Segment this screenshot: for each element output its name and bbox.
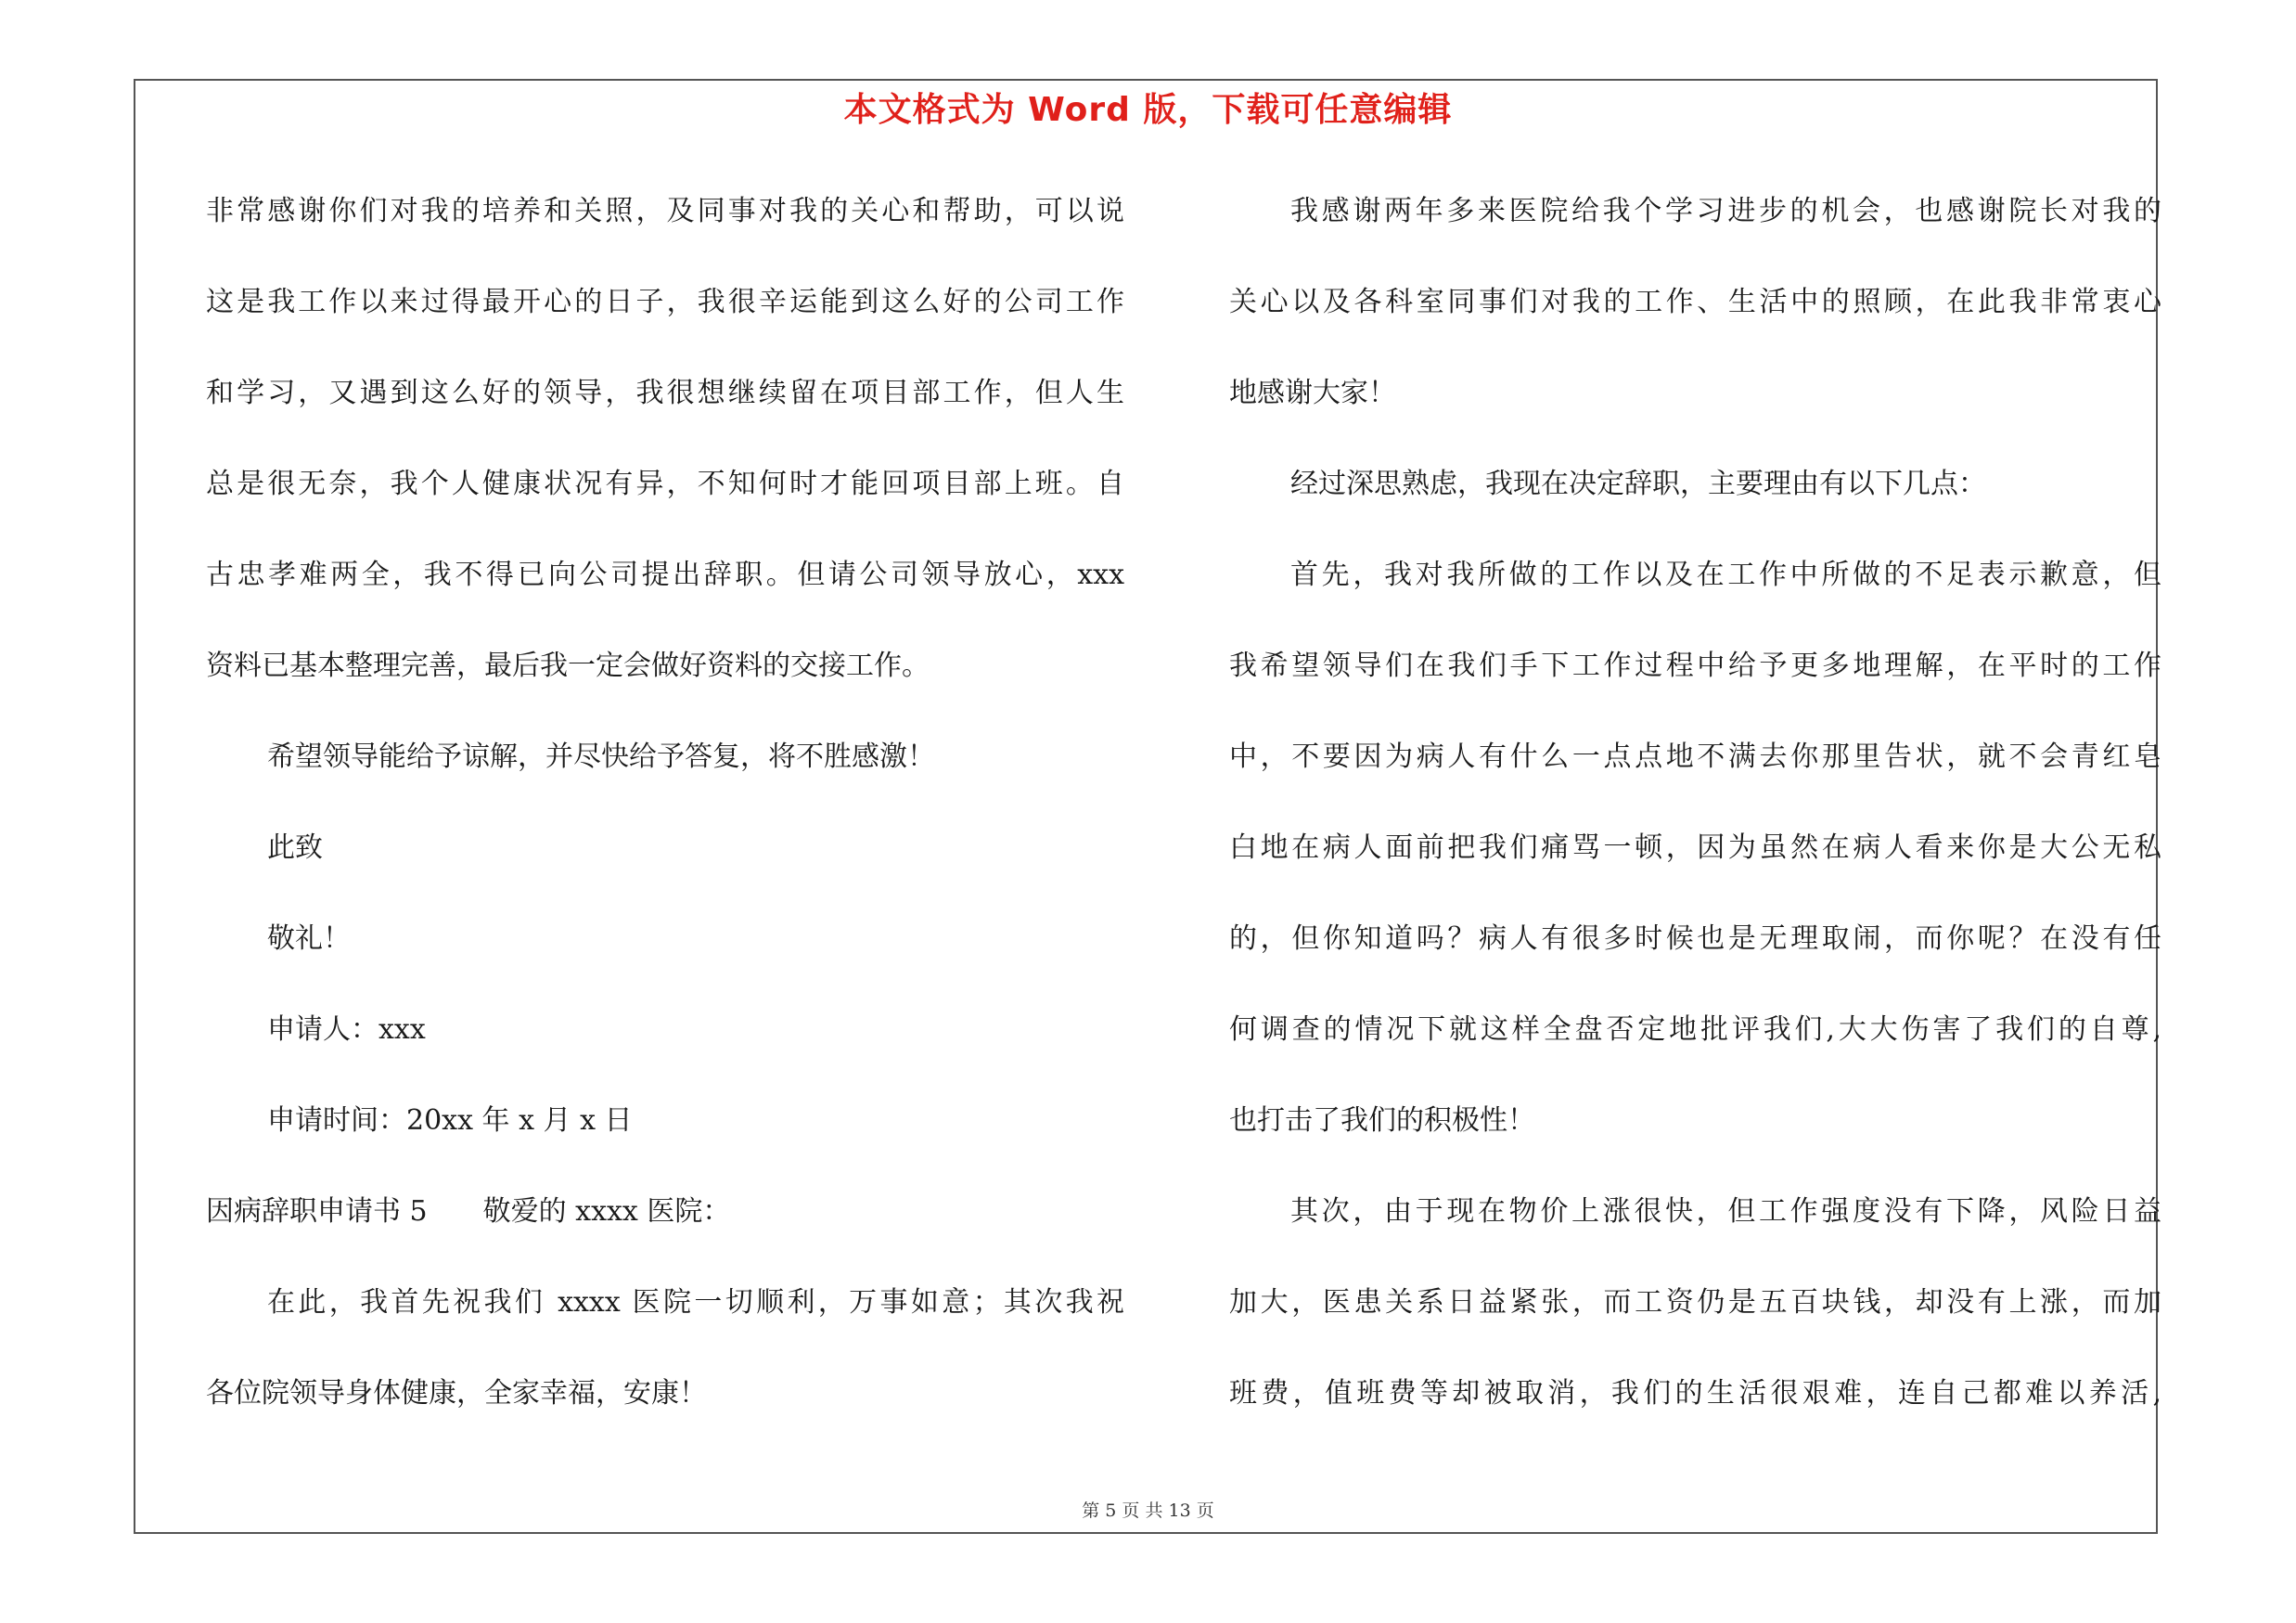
text-line: 白地在病人面前把我们痛骂一顿，因为虽然在病人看来你是大公无私 (1229, 831, 2161, 864)
text-line: 的，但你知道吗？病人有很多时候也是无理取闹，而你呢？在没有任 (1229, 922, 2161, 955)
text-line: 班费，值班费等却被取消，我们的生活很艰难，连自己都难以养活, (1229, 1377, 2161, 1410)
text-line: 这是我工作以来过得最开心的日子，我很辛运能到这么好的公司工作 (206, 286, 1124, 318)
text-line: 我希望领导们在我们手下工作过程中给予更多地理解，在平时的工作 (1229, 650, 2161, 682)
salutation-line: 此致 (267, 831, 323, 864)
text-line: 古忠孝难两全，我不得已向公司提出辞职。但请公司领导放心，xxx (206, 559, 1124, 591)
text-line: 总是很无奈，我个人健康状况有异，不知何时才能回项目部上班。自 (206, 468, 1124, 500)
text-line: 中，不要因为病人有什么一点点地不满去你那里告状，就不会青红皂 (1229, 741, 2161, 773)
right-column (1229, 184, 2161, 1457)
text-line: 和学习，又遇到这么好的领导，我很想继续留在项目部工作，但人生 (206, 377, 1124, 409)
page-number-footer: 第 5 页 共 13 页 (1082, 1501, 1214, 1521)
regards-line: 敬礼！ (267, 922, 351, 955)
applicant-line: 申请人：xxx (267, 1013, 426, 1046)
text-line: 首先，我对我所做的工作以及在工作中所做的不足表示歉意，但 (1290, 559, 2161, 591)
left-column (206, 184, 1124, 1457)
text-line: 非常感谢你们对我的培养和关照，及同事对我的关心和帮助，可以说 (206, 195, 1124, 227)
text-line: 各位院领导身体健康，全家幸福，安康！ (206, 1377, 707, 1410)
text-line: 我感谢两年多来医院给我个学习进步的机会，也感谢院长对我的 (1290, 195, 2161, 227)
text-line: 资料已基本整理完善，最后我一定会做好资料的交接工作。 (206, 650, 930, 682)
text-line: 在此，我首先祝我们 xxxx 医院一切顺利，万事如意；其次我祝 (267, 1286, 1124, 1319)
text-line: 加大，医患关系日益紧张，而工资仍是五百块钱，却没有上涨，而加 (1229, 1286, 2161, 1319)
text-line: 关心以及各科室同事们对我的工作、生活中的照顾，在此我非常衷心 (1229, 286, 2161, 318)
text-line: 也打击了我们的积极性！ (1229, 1104, 1535, 1137)
text-line: 经过深思熟虑，我现在决定辞职，主要理由有以下几点： (1290, 468, 1986, 500)
text-line: 何调查的情况下就这样全盘否定地批评我们,大大伤害了我们的自尊, (1229, 1013, 2161, 1046)
section-heading-line: 因病辞职申请书 5 敬爱的 xxxx 医院： (206, 1195, 731, 1228)
application-date-line: 申请时间：20xx 年 x 月 x 日 (267, 1104, 633, 1137)
text-line: 地感谢大家！ (1229, 377, 1396, 409)
edit-notice-banner: 本文格式为 Word 版，下载可任意编辑 (843, 91, 1453, 129)
text-line: 其次，由于现在物价上涨很快，但工作强度没有下降，风险日益 (1290, 1195, 2161, 1228)
text-line: 希望领导能给予谅解，并尽快给予答复，将不胜感激！ (267, 741, 935, 773)
